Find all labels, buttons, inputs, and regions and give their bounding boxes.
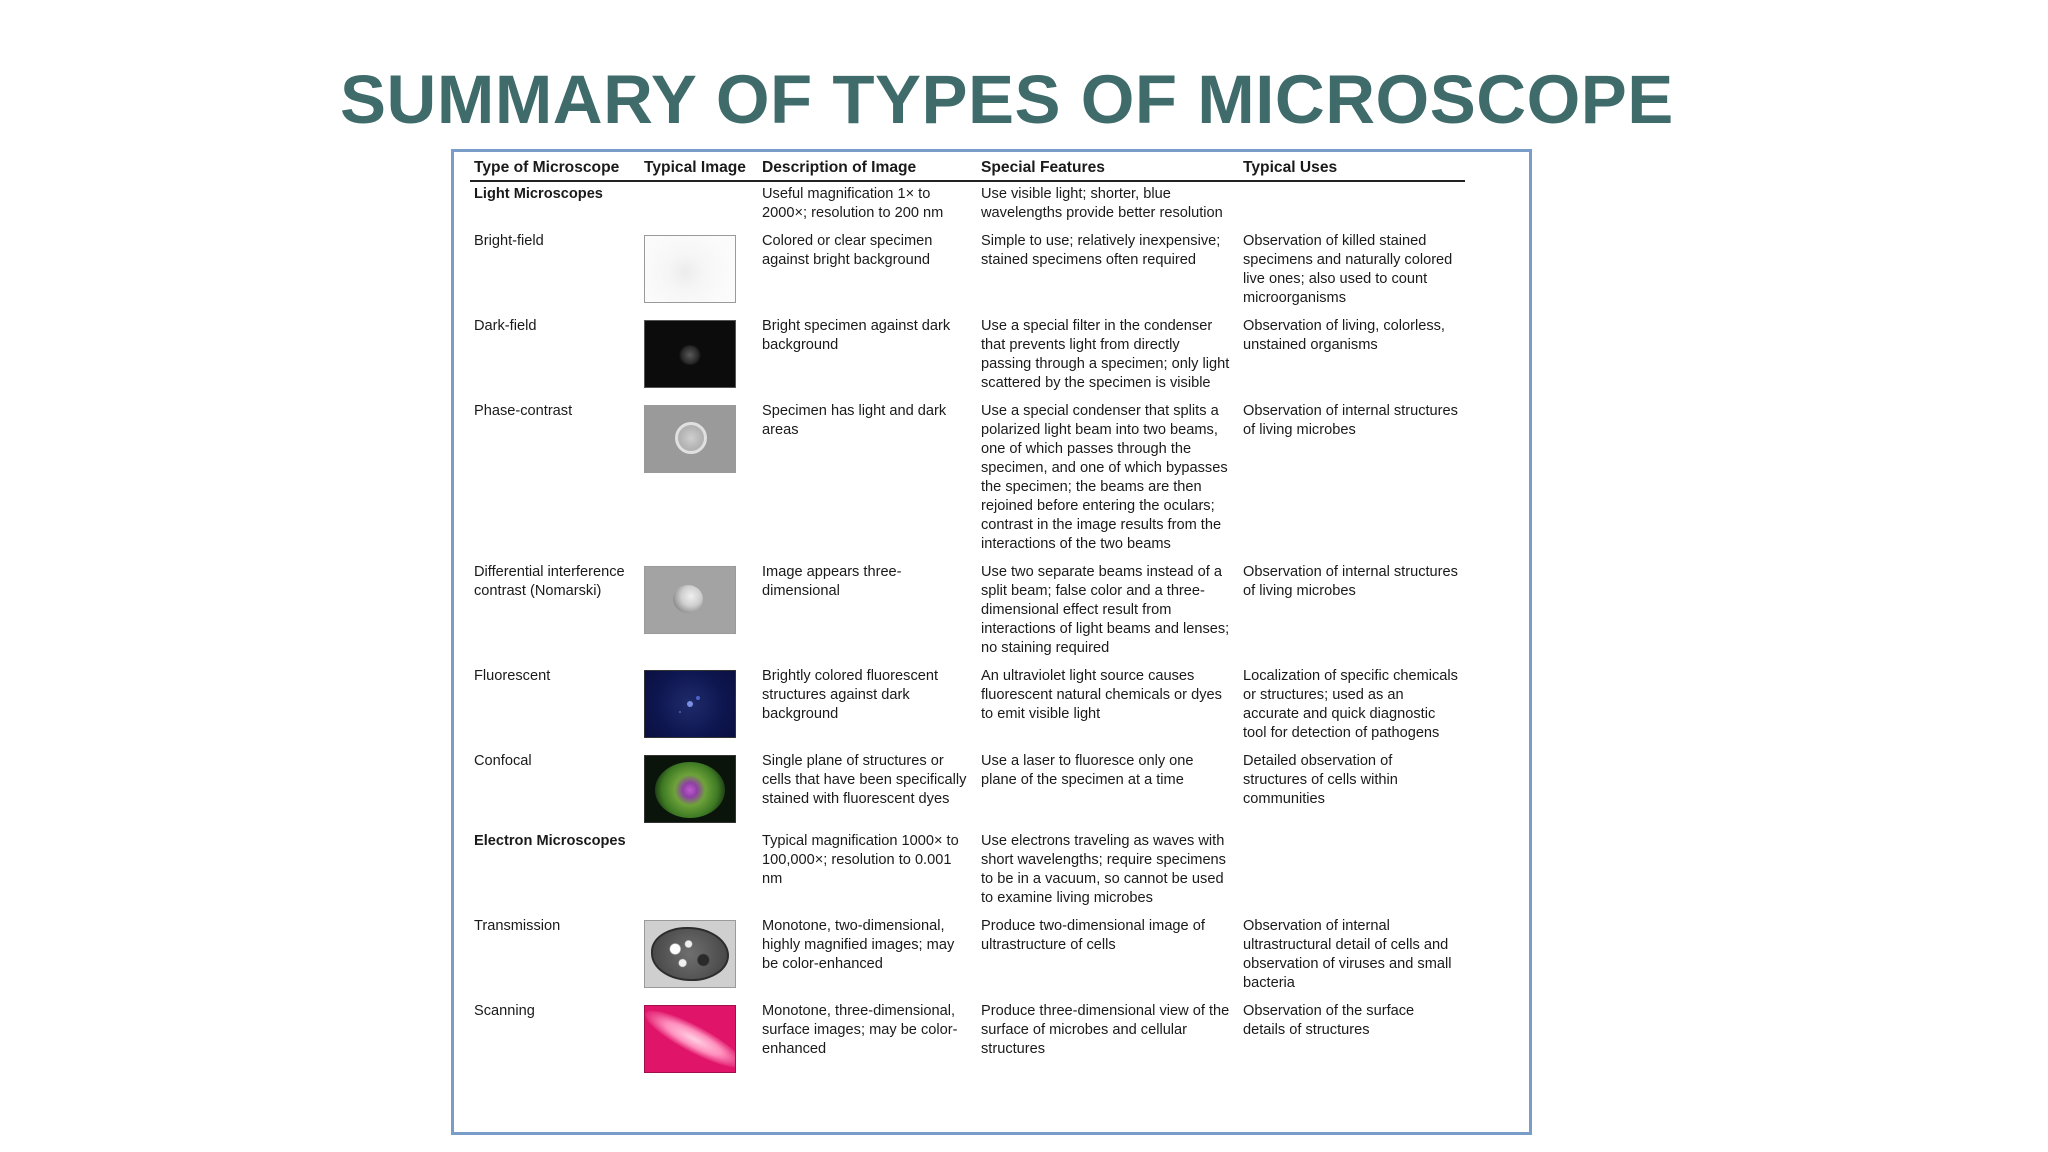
type-cell: Phase-contrast bbox=[474, 403, 573, 419]
uses-cell: Observation of internal structures of living microbes bbox=[1243, 564, 1458, 599]
table-row-bright-field bbox=[470, 229, 1465, 314]
type-cell: Electron Microscopes bbox=[474, 833, 626, 849]
fluorescent-image bbox=[644, 670, 736, 738]
description-cell: Colored or clear specimen against bright background bbox=[762, 233, 933, 268]
table-row-scanning bbox=[470, 999, 1465, 1079]
table-row-electron-microscopes bbox=[470, 829, 1465, 914]
bright-field-image bbox=[644, 235, 736, 303]
confocal-image bbox=[644, 755, 736, 823]
summary-table-inner bbox=[470, 156, 1465, 1079]
summary-table-frame bbox=[451, 149, 1532, 1135]
type-cell: Light Microscopes bbox=[474, 186, 603, 202]
type-cell: Scanning bbox=[474, 1003, 535, 1019]
table-row-confocal bbox=[470, 749, 1465, 829]
uses-cell: Observation of internal ultrastructural detail of cells and observation of viruses and small bacteria bbox=[1243, 918, 1452, 991]
description-cell: Useful magnification 1× to 2000×; resolution to 200 nm bbox=[762, 186, 944, 221]
image-cell bbox=[640, 229, 758, 314]
description-cell: Bright specimen against dark background bbox=[762, 318, 951, 353]
description-cell: Single plane of structures or cells that have been specifically stained with fluorescent dyes bbox=[762, 753, 967, 807]
image-cell bbox=[640, 560, 758, 664]
column-header-uses: Typical Uses bbox=[1239, 156, 1465, 181]
description-cell: Monotone, three-dimensional, surface images; may be color-enhanced bbox=[762, 1003, 958, 1057]
features-cell: Use visible light; shorter, blue wavelengths provide better resolution bbox=[981, 186, 1223, 221]
image-cell bbox=[640, 999, 758, 1079]
column-header-type: Type of Microscope bbox=[470, 156, 640, 181]
features-cell: Use electrons traveling as waves with short wavelengths; require specimens to be in a vacuum, so cannot be used to examine living microbes bbox=[981, 833, 1226, 906]
table-row-fluorescent bbox=[470, 664, 1465, 749]
features-cell: Produce three-dimensional view of the surface of microbes and cellular structures bbox=[981, 1003, 1230, 1057]
uses-cell: Localization of specific chemicals or structures; used as an accurate and quick diagnostic tool for detection of pathogens bbox=[1243, 668, 1458, 741]
phase-contrast-image bbox=[644, 405, 736, 473]
uses-cell: Observation of the surface details of structures bbox=[1243, 1003, 1415, 1038]
features-cell: An ultraviolet light source causes fluorescent natural chemicals or dyes to emit visible light bbox=[981, 668, 1222, 722]
microscope-summary-table bbox=[470, 156, 1465, 1079]
slide-title: SUMMARY OF TYPES OF MICROSCOPE bbox=[340, 61, 1674, 138]
features-cell: Produce two-dimensional image of ultrastructure of cells bbox=[981, 918, 1205, 953]
description-cell: Image appears three-dimensional bbox=[762, 564, 902, 599]
image-cell bbox=[640, 399, 758, 560]
image-cell bbox=[640, 664, 758, 749]
uses-cell: Observation of living, colorless, unstained organisms bbox=[1243, 318, 1445, 353]
table-row-dark-field bbox=[470, 314, 1465, 399]
features-cell: Use a special condenser that splits a polarized light beam into two beams, one of which passes through the specimen, and one of which bypasses the specimen; the beams are then rejoined before entering the oculars; contrast in the image results from the interactions of the two beams bbox=[981, 403, 1228, 552]
description-cell: Monotone, two-dimensional, highly magnified images; may be color-enhanced bbox=[762, 918, 955, 972]
column-header-features: Special Features bbox=[977, 156, 1239, 181]
uses-cell: Observation of killed stained specimens and naturally colored live ones; also used to count microorganisms bbox=[1243, 233, 1453, 306]
scanning-image bbox=[644, 1005, 736, 1073]
table-row-light-microscopes bbox=[470, 181, 1465, 229]
image-cell bbox=[640, 914, 758, 999]
features-cell: Simple to use; relatively inexpensive; stained specimens often required bbox=[981, 233, 1221, 268]
type-cell: Differential interference contrast (Nomarski) bbox=[474, 564, 625, 599]
image-cell bbox=[640, 749, 758, 829]
type-cell: Confocal bbox=[474, 753, 532, 769]
image-cell bbox=[640, 314, 758, 399]
uses-cell: Observation of internal structures of living microbes bbox=[1243, 403, 1458, 438]
uses-cell bbox=[1239, 181, 1465, 229]
type-cell: Dark-field bbox=[474, 318, 537, 334]
column-header-image: Typical Image bbox=[640, 156, 758, 181]
dark-field-image bbox=[644, 320, 736, 388]
image-cell bbox=[640, 829, 758, 914]
table-row-phase-contrast bbox=[470, 399, 1465, 560]
type-cell: Bright-field bbox=[474, 233, 544, 249]
table-row-transmission bbox=[470, 914, 1465, 999]
type-cell: Fluorescent bbox=[474, 668, 551, 684]
features-cell: Use two separate beams instead of a split beam; false color and a three-dimensional effect result from interactions of light beams and lenses; no staining required bbox=[981, 564, 1230, 656]
uses-cell bbox=[1239, 829, 1465, 914]
description-cell: Brightly colored fluorescent structures against dark background bbox=[762, 668, 939, 722]
table-row-dic bbox=[470, 560, 1465, 664]
description-cell: Typical magnification 1000× to 100,000×; resolution to 0.001 nm bbox=[762, 833, 959, 887]
dic-image bbox=[644, 566, 736, 634]
column-header-description: Description of Image bbox=[758, 156, 977, 181]
type-cell: Transmission bbox=[474, 918, 561, 934]
image-cell bbox=[640, 181, 758, 229]
table-header-row bbox=[470, 156, 1465, 181]
features-cell: Use a laser to fluoresce only one plane of the specimen at a time bbox=[981, 753, 1194, 788]
description-cell: Specimen has light and dark areas bbox=[762, 403, 947, 438]
uses-cell: Detailed observation of structures of cells within communities bbox=[1243, 753, 1398, 807]
features-cell: Use a special filter in the condenser that prevents light from directly passing through a specimen; only light scattered by the specimen is visible bbox=[981, 318, 1230, 391]
transmission-image bbox=[644, 920, 736, 988]
